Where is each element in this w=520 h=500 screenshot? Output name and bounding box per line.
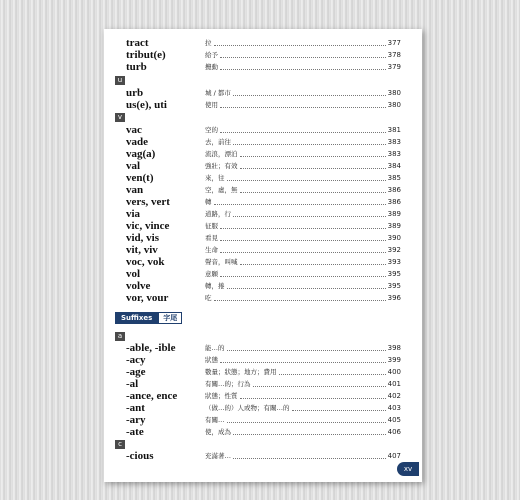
page-ref: 380 <box>387 89 401 97</box>
page-ref: 392 <box>387 246 401 254</box>
root-meaning: 道路，行 <box>205 210 231 218</box>
page-ref: 400 <box>387 368 401 376</box>
entry-meaning-line <box>205 268 401 280</box>
section-heading-suffixes <box>115 312 182 324</box>
dot-leader <box>227 422 386 423</box>
dot-leader <box>279 374 386 375</box>
index-entry <box>104 124 422 136</box>
dot-leader <box>240 398 386 399</box>
dot-leader <box>214 300 386 301</box>
entry-meaning-line <box>205 49 401 61</box>
index-entry <box>104 450 422 462</box>
index-entry <box>104 414 422 426</box>
root-meaning: 看見 <box>205 234 218 242</box>
root-word: vade <box>126 136 148 148</box>
suffix-meaning: 充滿著… <box>205 452 231 460</box>
page-ref: 395 <box>387 270 401 278</box>
root-word: vic, vince <box>126 220 170 232</box>
page-ref: 389 <box>387 210 401 218</box>
page-ref: 377 <box>387 39 401 47</box>
entry-meaning-line <box>205 136 401 148</box>
index-entry <box>104 292 422 304</box>
root-meaning: 征服 <box>205 222 218 230</box>
page-ref: 381 <box>387 126 401 134</box>
root-meaning: 聲音，叫喊 <box>205 258 238 266</box>
suffix-word: -ary <box>126 414 146 426</box>
dot-leader <box>227 180 386 181</box>
page-ref: 389 <box>387 222 401 230</box>
suffix-meaning: 能…的 <box>205 344 225 352</box>
dot-leader <box>233 144 386 145</box>
page-ref: 393 <box>387 258 401 266</box>
root-meaning: 空，虛，無 <box>205 186 238 194</box>
index-entry <box>104 99 422 111</box>
root-meaning: 給予 <box>205 51 218 59</box>
page-number-tab: xv <box>397 462 419 476</box>
page-ref: 386 <box>387 198 401 206</box>
index-entry <box>104 232 422 244</box>
page-ref: 380 <box>387 101 401 109</box>
entry-meaning-line <box>205 172 401 184</box>
page-ref: 379 <box>387 63 401 71</box>
entry-meaning-line <box>205 342 401 354</box>
book-page <box>104 29 422 482</box>
dot-leader <box>240 168 386 169</box>
root-word: us(e), uti <box>126 99 167 111</box>
root-meaning: 流浪，漂泊 <box>205 150 238 158</box>
entry-meaning-line <box>205 148 401 160</box>
root-word: turb <box>126 61 147 73</box>
page-ref: 399 <box>387 356 401 364</box>
page-ref: 406 <box>387 428 401 436</box>
root-word: vac <box>126 124 142 136</box>
dot-leader <box>220 240 386 241</box>
suffix-word: -acy <box>126 354 146 366</box>
root-word: val <box>126 160 141 172</box>
index-entry <box>104 160 422 172</box>
root-meaning: 空的 <box>205 126 218 134</box>
root-word: tribut(e) <box>126 49 166 61</box>
dot-leader <box>220 228 386 229</box>
index-entry <box>104 390 422 402</box>
dot-leader <box>214 204 386 205</box>
root-word: vol <box>126 268 141 280</box>
index-entry <box>104 148 422 160</box>
entry-meaning-line <box>205 414 401 426</box>
entry-meaning-line <box>205 256 401 268</box>
entry-meaning-line <box>205 61 401 73</box>
index-entry <box>104 354 422 366</box>
page-ref: 407 <box>387 452 401 460</box>
entry-meaning-line <box>205 124 401 136</box>
page-ref: 384 <box>387 162 401 170</box>
dot-leader <box>220 107 386 108</box>
suffix-word: -cious <box>126 450 154 462</box>
dot-leader <box>220 69 386 70</box>
entry-meaning-line <box>205 402 401 414</box>
entry-meaning-line <box>205 426 401 438</box>
root-meaning: 生命 <box>205 246 218 254</box>
index-entry <box>104 184 422 196</box>
page-ref: 405 <box>387 416 401 424</box>
page-ref: 395 <box>387 282 401 290</box>
dot-leader <box>233 95 386 96</box>
index-entry <box>104 208 422 220</box>
root-meaning: 城 / 都市 <box>205 89 231 97</box>
entry-meaning-line <box>205 184 401 196</box>
root-word: tract <box>126 37 149 49</box>
root-word: vag(a) <box>126 148 156 160</box>
dot-leader <box>220 132 386 133</box>
dot-leader <box>240 192 386 193</box>
index-entry <box>104 136 422 148</box>
entry-meaning-line <box>205 232 401 244</box>
suffix-meaning: 狀態；性質 <box>205 392 238 400</box>
index-entry <box>104 268 422 280</box>
entry-meaning-line <box>205 378 401 390</box>
dot-leader <box>227 350 386 351</box>
entry-meaning-line <box>205 87 401 99</box>
root-meaning: 拉 <box>205 39 212 47</box>
page-ref: 403 <box>387 404 401 412</box>
entry-meaning-line <box>205 208 401 220</box>
suffix-word: -ate <box>126 426 144 438</box>
suffix-meaning: 有關…的；行為 <box>205 380 251 388</box>
root-meaning: 強壯；有效 <box>205 162 238 170</box>
suffix-word: -al <box>126 378 139 390</box>
suffix-meaning: 使，成為 <box>205 428 231 436</box>
letter-marker-c: c <box>115 440 125 449</box>
index-entry <box>104 37 422 49</box>
index-entry <box>104 244 422 256</box>
dot-leader <box>240 156 386 157</box>
root-word: vit, viv <box>126 244 158 256</box>
index-entry <box>104 366 422 378</box>
suffix-word: -ant <box>126 402 145 414</box>
entry-meaning-line <box>205 292 401 304</box>
letter-marker-u: u <box>115 76 125 85</box>
suffix-word: -able, -ible <box>126 342 176 354</box>
root-word: urb <box>126 87 144 99</box>
dot-leader <box>220 57 386 58</box>
index-entry <box>104 87 422 99</box>
suffix-word: -age <box>126 366 146 378</box>
entry-meaning-line <box>205 354 401 366</box>
index-entry <box>104 402 422 414</box>
suffix-meaning: 數量；狀態；地方；費用 <box>205 368 277 376</box>
page-ref: 402 <box>387 392 401 400</box>
entry-meaning-line <box>205 390 401 402</box>
index-entry <box>104 49 422 61</box>
root-word: vor, vour <box>126 292 169 304</box>
entry-meaning-line <box>205 196 401 208</box>
entry-meaning-line <box>205 450 401 462</box>
page-ref: 378 <box>387 51 401 59</box>
dot-leader <box>233 216 386 217</box>
index-entry <box>104 61 422 73</box>
dot-leader <box>220 252 386 253</box>
index-entry <box>104 378 422 390</box>
letter-marker-v: v <box>115 113 125 122</box>
root-word: volve <box>126 280 151 292</box>
root-word: van <box>126 184 144 196</box>
index-entry <box>104 342 422 354</box>
index-entry <box>104 172 422 184</box>
page-ref: 383 <box>387 150 401 158</box>
root-word: voc, vok <box>126 256 165 268</box>
entry-meaning-line <box>205 37 401 49</box>
root-meaning: 意願 <box>205 270 218 278</box>
dot-leader <box>214 45 386 46</box>
page-ref: 386 <box>387 186 401 194</box>
entry-meaning-line <box>205 160 401 172</box>
letter-marker-a: a <box>115 332 125 341</box>
root-meaning: 吃 <box>205 294 212 302</box>
entry-meaning-line <box>205 99 401 111</box>
dot-leader <box>227 288 386 289</box>
root-meaning: 轉，捲 <box>205 282 225 290</box>
section-title-en: Suffixes <box>115 312 158 324</box>
root-meaning: 來，往 <box>205 174 225 182</box>
page-ref: 385 <box>387 174 401 182</box>
root-word: vid, vis <box>126 232 160 244</box>
dot-leader <box>292 410 386 411</box>
suffix-meaning: （做…的）人或物；有關…的 <box>205 404 290 412</box>
dot-leader <box>253 386 386 387</box>
dot-leader <box>220 362 386 363</box>
dot-leader <box>240 264 386 265</box>
page-ref: 398 <box>387 344 401 352</box>
suffix-word: -ance, ence <box>126 390 178 402</box>
root-word: vers, vert <box>126 196 170 208</box>
entry-meaning-line <box>205 244 401 256</box>
dot-leader <box>233 434 386 435</box>
page-ref: 390 <box>387 234 401 242</box>
entry-meaning-line <box>205 366 401 378</box>
root-meaning: 攪動 <box>205 63 218 71</box>
root-word: ven(t) <box>126 172 154 184</box>
index-entry <box>104 280 422 292</box>
page-ref: 401 <box>387 380 401 388</box>
suffix-meaning: 有關… <box>205 416 225 424</box>
index-entry <box>104 196 422 208</box>
root-meaning: 使用 <box>205 101 218 109</box>
dot-leader <box>233 458 386 459</box>
dot-leader <box>220 276 386 277</box>
page-ref: 396 <box>387 294 401 302</box>
suffix-meaning: 狀態 <box>205 356 218 364</box>
index-entry <box>104 256 422 268</box>
root-word: via <box>126 208 141 220</box>
section-title-zh: 字尾 <box>158 312 182 324</box>
index-entry <box>104 220 422 232</box>
entry-meaning-line <box>205 220 401 232</box>
index-entry <box>104 426 422 438</box>
root-meaning: 轉 <box>205 198 212 206</box>
root-meaning: 去，前往 <box>205 138 231 146</box>
entry-meaning-line <box>205 280 401 292</box>
page-ref: 383 <box>387 138 401 146</box>
